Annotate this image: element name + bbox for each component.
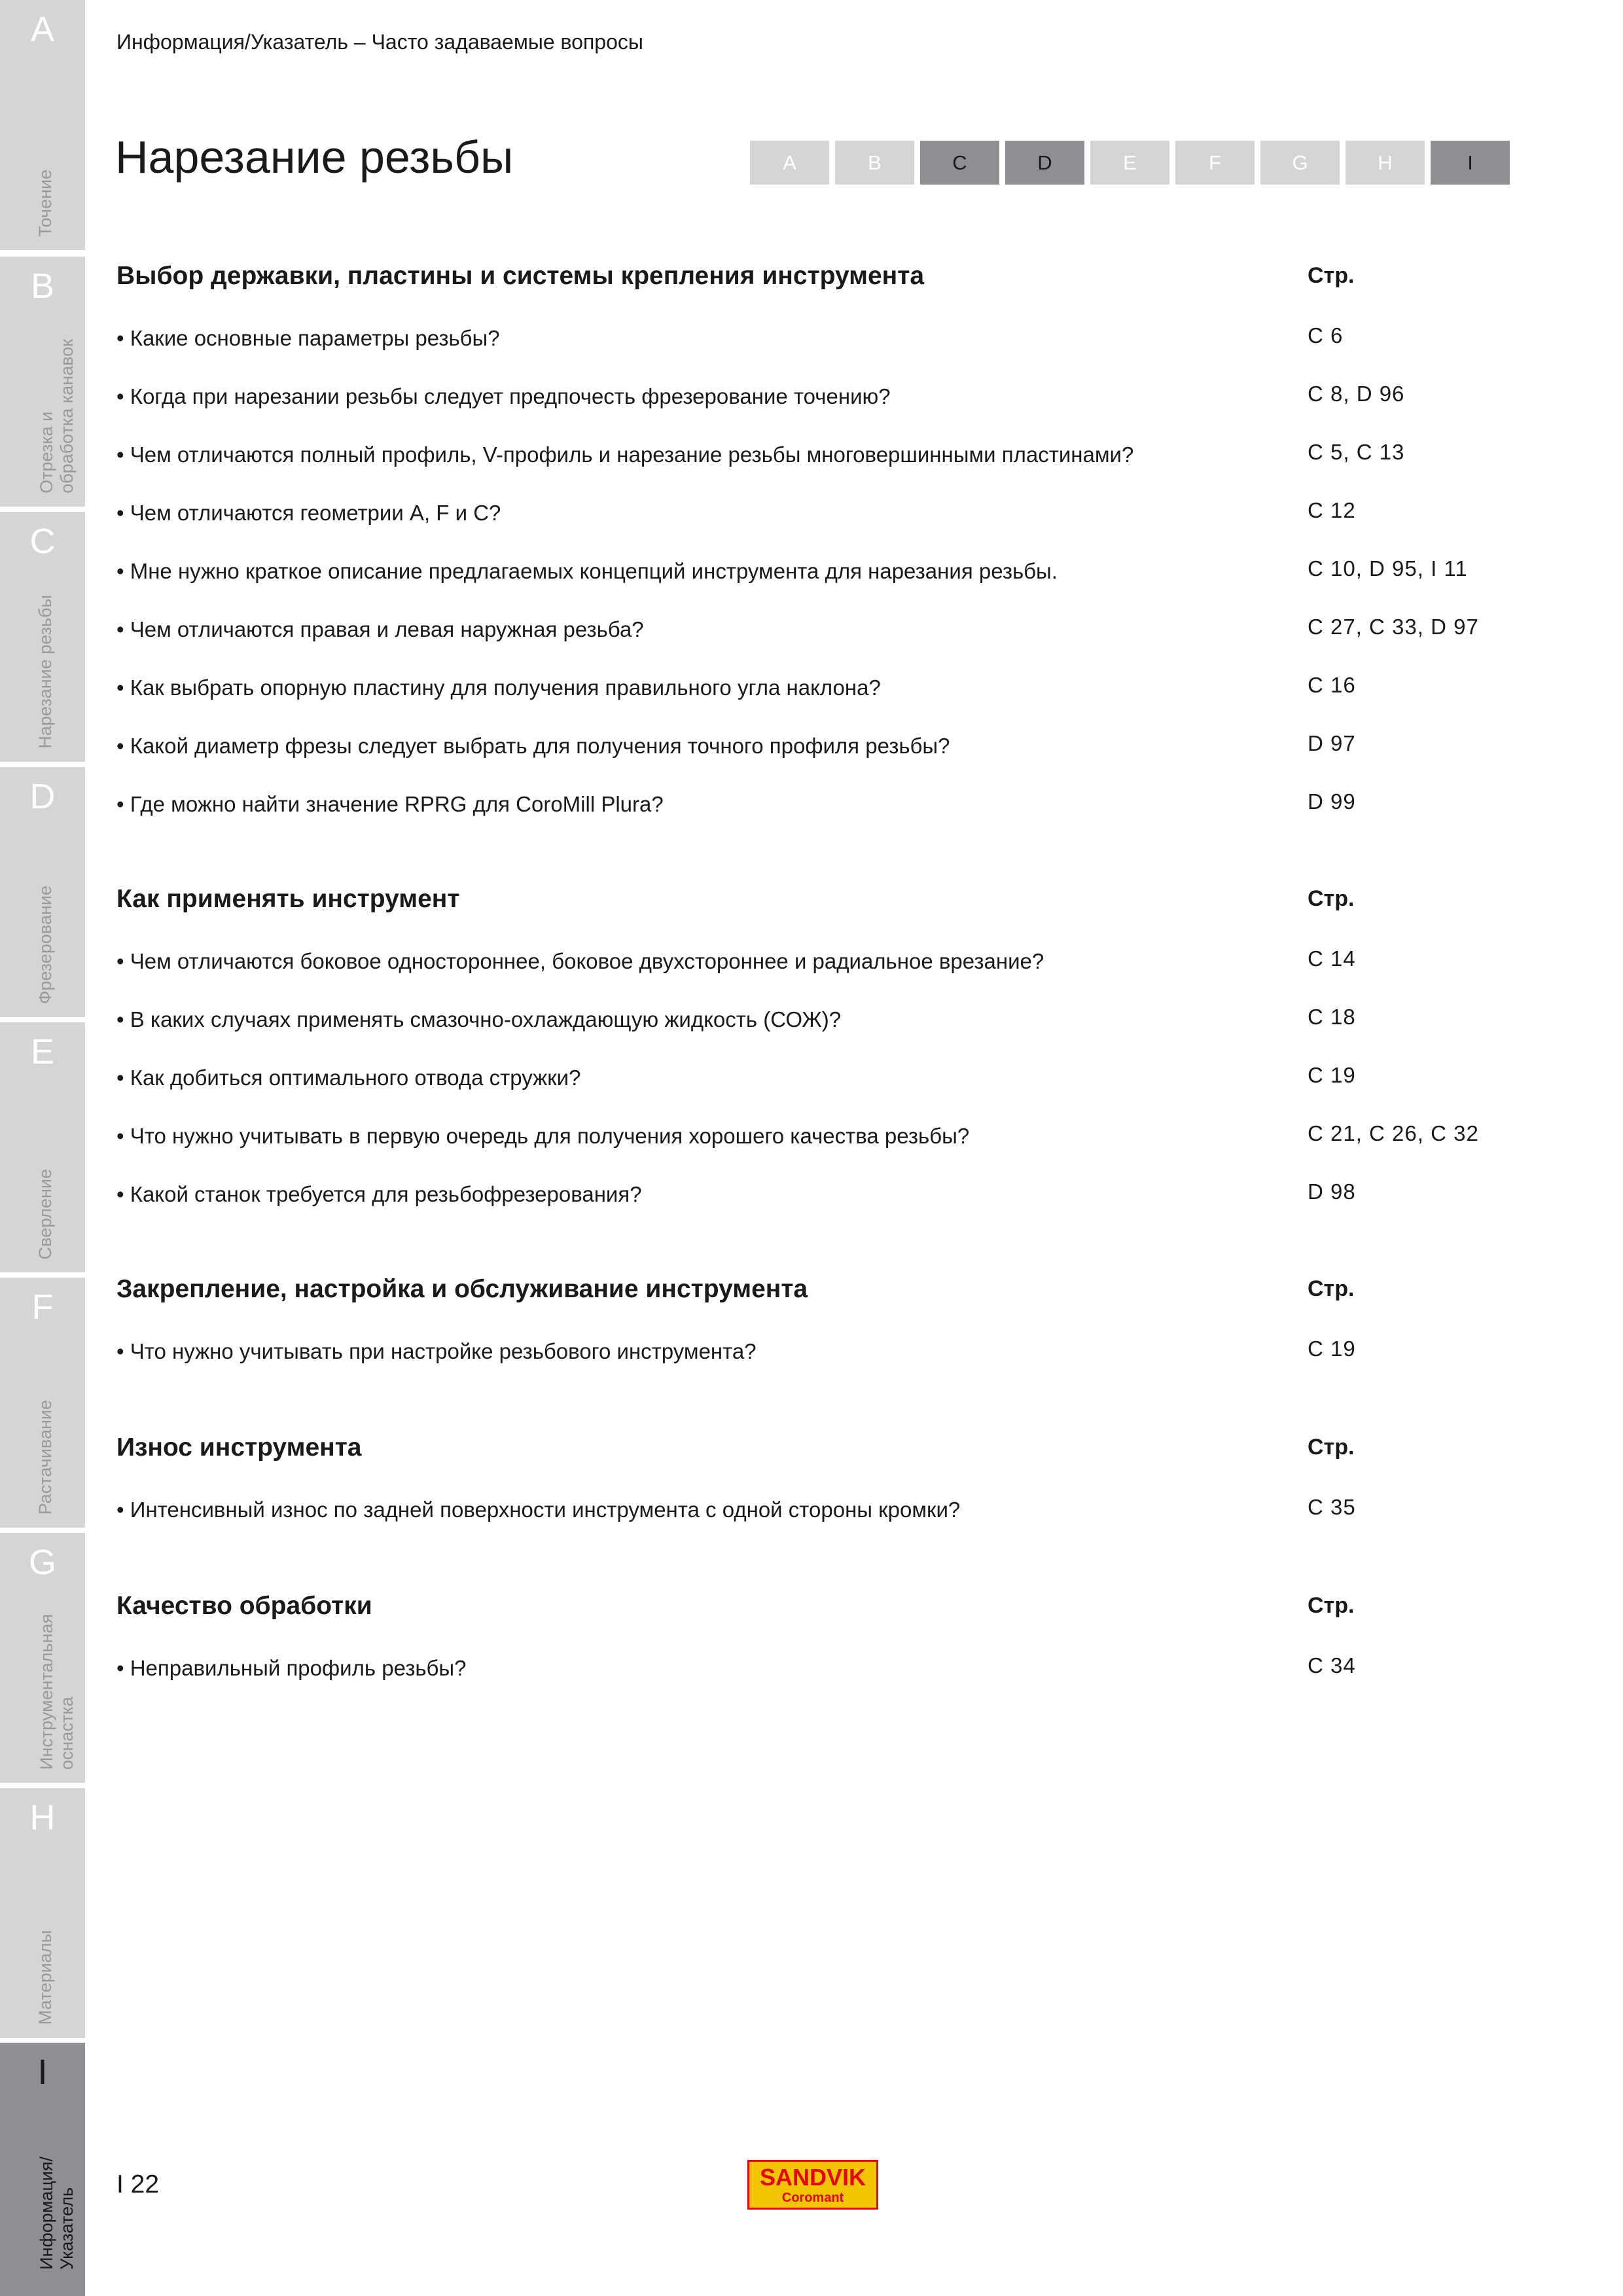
sidebar-tab-label: Фрезерование bbox=[35, 885, 55, 1004]
faq-item[interactable] bbox=[116, 1336, 1524, 1378]
faq-question: • Когда при нарезании резьбы следует предпочесть фрезерование точению? bbox=[116, 384, 891, 408]
logo-brand-text: SANDVIK bbox=[759, 2164, 866, 2191]
faq-item[interactable] bbox=[116, 946, 1524, 988]
faq-page-reference[interactable]: C 34 bbox=[1308, 1653, 1356, 1677]
faq-item[interactable] bbox=[116, 1653, 1524, 1695]
faq-item[interactable] bbox=[116, 1179, 1524, 1221]
faq-item[interactable] bbox=[116, 731, 1524, 773]
sidebar-tab-b[interactable] bbox=[0, 257, 85, 507]
faq-page-reference[interactable]: C 6 bbox=[1308, 323, 1344, 348]
sidebar-tab-label: Растачивание bbox=[35, 1399, 55, 1515]
sidebar-tab-label: Точение bbox=[35, 170, 55, 237]
faq-item[interactable] bbox=[116, 617, 1524, 656]
letter-nav-h[interactable]: H bbox=[1346, 141, 1425, 185]
letter-nav-c[interactable]: C bbox=[920, 141, 999, 185]
faq-question: • Чем отличаются боковое одностороннее, боковое двухстороннее и радиальное врезание? bbox=[116, 949, 1044, 973]
faq-item[interactable] bbox=[116, 498, 1524, 540]
page-title: Нарезание резьбы bbox=[115, 132, 514, 183]
section-heading: Износ инструмента bbox=[116, 1433, 362, 1462]
faq-item[interactable] bbox=[116, 384, 1524, 423]
faq-question: • Чем отличаются правая и левая наружная резьба? bbox=[116, 617, 644, 641]
page-number: I 22 bbox=[116, 2170, 160, 2198]
letter-nav-f[interactable]: F bbox=[1175, 141, 1255, 185]
faq-item[interactable] bbox=[116, 323, 1524, 365]
section-heading: Качество обработки bbox=[116, 1592, 372, 1620]
sidebar-tab-f[interactable] bbox=[0, 1278, 85, 1528]
letter-nav-b[interactable]: B bbox=[835, 141, 914, 185]
page-ref-heading: Стр. bbox=[1308, 1276, 1355, 1301]
faq-question: • Какой станок требуется для резьбофрезерования? bbox=[116, 1182, 642, 1206]
faq-item[interactable] bbox=[116, 442, 1524, 482]
sidebar-tab-letter: B bbox=[30, 266, 55, 306]
faq-question: • В каких случаях применять смазочно-охлаждающую жидкость (СОЖ)? bbox=[116, 1007, 842, 1031]
faq-page-reference[interactable]: C 18 bbox=[1308, 1005, 1356, 1029]
faq-item[interactable] bbox=[116, 675, 1524, 715]
section-heading: Выбор державки, пластины и системы крепления инструмента bbox=[116, 262, 925, 290]
sidebar-tab-a[interactable] bbox=[0, 0, 85, 250]
chapter-sidebar bbox=[0, 0, 85, 2296]
logo-sub-text: Coromant bbox=[781, 2191, 844, 2205]
sidebar-tab-c[interactable] bbox=[0, 512, 85, 762]
faq-question: • Что нужно учитывать при настройке резьбового инструмента? bbox=[116, 1339, 757, 1363]
page-ref-heading: Стр. bbox=[1308, 263, 1355, 288]
faq-question: • Интенсивный износ по задней поверхности инструмента с одной стороны кромки? bbox=[116, 1498, 961, 1522]
letter-nav-a[interactable]: A bbox=[750, 141, 829, 185]
section-heading: Закрепление, настройка и обслуживание инструмента bbox=[116, 1275, 808, 1303]
letter-nav-d[interactable]: D bbox=[1005, 141, 1084, 185]
faq-page-reference[interactable]: C 10, D 95, I 11 bbox=[1308, 556, 1468, 581]
faq-page-reference[interactable]: C 21, C 26, C 32 bbox=[1308, 1121, 1479, 1145]
faq-question: • Какой диаметр фрезы следует выбрать для получения точного профиля резьбы? bbox=[116, 734, 950, 758]
faq-question: • Чем отличаются полный профиль, V-профиль и нарезание резьбы многовершинными пластинами? bbox=[116, 442, 1134, 467]
letter-nav-g[interactable]: G bbox=[1260, 141, 1340, 185]
sidebar-tab-letter: G bbox=[28, 1543, 56, 1582]
sidebar-tab-letter: F bbox=[31, 1287, 54, 1327]
faq-question: • Как выбрать опорную пластину для получения правильного угла наклона? bbox=[116, 675, 881, 700]
faq-question: • Какие основные параметры резьбы? bbox=[116, 326, 500, 350]
sidebar-tab-label: Сверление bbox=[35, 1168, 55, 1259]
faq-page-reference[interactable]: D 97 bbox=[1308, 731, 1356, 755]
faq-item[interactable] bbox=[116, 1121, 1524, 1163]
breadcrumb: Информация/Указатель – Часто задаваемые вопросы bbox=[116, 30, 643, 54]
faq-question: • Как добиться оптимального отвода стружки? bbox=[116, 1066, 581, 1090]
faq-item[interactable] bbox=[116, 1007, 1524, 1047]
sidebar-tab-h[interactable] bbox=[0, 1788, 85, 2038]
sidebar-tab-letter: H bbox=[29, 1798, 56, 1837]
sidebar-tab-letter: E bbox=[30, 1032, 55, 1071]
section-heading: Как применять инструмент bbox=[116, 885, 460, 913]
page-ref-heading: Стр. bbox=[1308, 886, 1355, 911]
faq-item[interactable] bbox=[116, 789, 1524, 831]
page-ref-heading: Стр. bbox=[1308, 1593, 1355, 1618]
sidebar-tab-letter: A bbox=[30, 10, 55, 49]
faq-page-reference[interactable]: C 27, C 33, D 97 bbox=[1308, 615, 1479, 639]
sidebar-tab-g[interactable] bbox=[0, 1533, 85, 1783]
page-ref-heading: Стр. bbox=[1308, 1435, 1355, 1460]
faq-item[interactable] bbox=[116, 1495, 1524, 1537]
sidebar-tab-label: Материалы bbox=[35, 1930, 55, 2025]
faq-page-reference[interactable]: C 5, C 13 bbox=[1308, 440, 1405, 464]
faq-page-reference[interactable]: D 99 bbox=[1308, 789, 1356, 814]
faq-page-reference[interactable]: C 16 bbox=[1308, 673, 1356, 697]
faq-question: • Где можно найти значение RPRG для CoroMill Plura? bbox=[116, 792, 664, 816]
sidebar-tab-letter: D bbox=[29, 777, 56, 816]
faq-page-reference[interactable]: D 98 bbox=[1308, 1179, 1356, 1204]
sidebar-tab-label: Инструментальная оснастка bbox=[37, 1613, 77, 1770]
faq-page-reference[interactable]: C 19 bbox=[1308, 1063, 1356, 1087]
sidebar-tab-d[interactable] bbox=[0, 767, 85, 1017]
faq-page-reference[interactable]: C 14 bbox=[1308, 946, 1356, 971]
faq-page-reference[interactable]: C 35 bbox=[1308, 1495, 1356, 1519]
sidebar-tab-letter: I bbox=[37, 2053, 48, 2092]
faq-question: • Чем отличаются геометрии A, F и C? bbox=[116, 501, 501, 525]
faq-page-reference[interactable]: C 8, D 96 bbox=[1308, 382, 1405, 406]
sidebar-tab-i[interactable] bbox=[0, 2043, 85, 2296]
sidebar-tab-label: Нарезание резьбы bbox=[35, 595, 55, 749]
faq-item[interactable] bbox=[116, 556, 1524, 598]
sidebar-tab-letter: C bbox=[29, 522, 56, 561]
faq-question: • Мне нужно краткое описание предлагаемых концепций инструмента для нарезания резьбы. bbox=[116, 559, 1058, 583]
faq-question: • Что нужно учитывать в первую очередь для получения хорошего качества резьбы? bbox=[116, 1124, 970, 1148]
letter-nav-e[interactable]: E bbox=[1090, 141, 1169, 185]
faq-page-reference[interactable]: C 12 bbox=[1308, 498, 1356, 522]
faq-item[interactable] bbox=[116, 1063, 1524, 1105]
sidebar-tab-label: Информация/ Указатель bbox=[37, 2157, 77, 2270]
sidebar-tab-e[interactable] bbox=[0, 1022, 85, 1272]
letter-nav-i[interactable]: I bbox=[1431, 141, 1510, 185]
sandvik-coromant-logo bbox=[747, 2160, 878, 2210]
sidebar-tab-label: Отрезка и обработка канавок bbox=[37, 339, 77, 493]
faq-page-reference[interactable]: C 19 bbox=[1308, 1336, 1356, 1361]
faq-question: • Неправильный профиль резьбы? bbox=[116, 1656, 467, 1680]
